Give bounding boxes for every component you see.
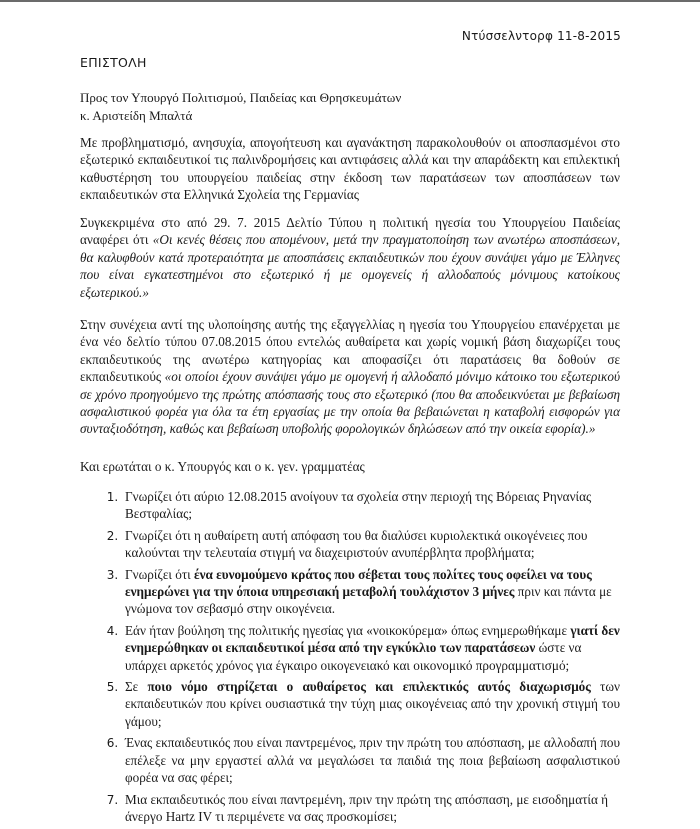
paragraph-2-quote: «Οι κενές θέσεις που απομένουν, μετά την πραγματοποίηση των ανωτέρω αποσπάσεων, θα καλυφθούν κατά προτεραιότητα με αποσπάσεις εκπαιδευτικών που έχουν συνάψει γάμο με Έλληνες που είναι εγκατεστημένοι στο εξωτερικό ή με ομογενείς ή αλλοδαπούς μόνιμους κατοίκους εξωτερικού.»	[80, 232, 620, 300]
question-text: Ένας εκπαιδευτικός που είναι παντρεμένος, πριν την πρώτη του απόσπαση, με αλλοδαπή που επέλεξε να μην εργαστεί αλλά να μεγαλώσει τα παιδιά της ποια βεβαίωση ασφαλιστικού φορέα να σας φέρει;	[125, 735, 620, 786]
letter-title: ΕΠΙΣΤΟΛΗ	[80, 55, 147, 70]
question-text: Εάν ήταν βούληση της πολιτικής ηγεσίας για «νοικοκύρεμα» όπως ενημερωθήκαμε	[125, 622, 571, 638]
question-text: Σε	[125, 679, 148, 695]
question-emphasis: γιατί δεν ενημερώθηκαν οι εκπαιδευτικοί μέσα από την εγκύκλιο των παρατάσεων	[125, 622, 620, 656]
question-item	[122, 791, 620, 826]
question-item	[122, 527, 620, 562]
paragraph-2	[80, 214, 620, 301]
question-text: Γνωρίζει ότι	[125, 566, 194, 582]
question-emphasis: ποιο νόμο στηρίζεται ο αυθαίρετος και επιλεκτικός αυτός διαχωρισμός	[147, 679, 591, 695]
question-emphasis: ένα ευνομούμενο κράτος που σέβεται τους πολίτες τους οφείλει να τους ενημερώνει για την όποια υπηρεσιακή μεταβολή τουλάχιστον 3 μήνες	[125, 566, 592, 600]
question-item	[122, 734, 620, 786]
questions-intro: Και ερωτάται ο κ. Υπουργός και ο κ. γεν. γραμματέας	[80, 459, 365, 474]
question-text: πριν και πάντα με γνώμονα τον σεβασμό στην οικογένεια.	[125, 584, 612, 617]
paragraph-3-quote: «οι οποίοι έχουν συνάψει γάμο με ομογενή ή αλλοδαπό μόνιμο κάτοικο του εξωτερικού σε χρόνο προηγούμενο της πρώτης απόσπασής τους στο εξωτερικό (που θα αποδεικνύεται με βεβαίωση ασφαλιστικού φορέα για όλα τα έτη εργασίας με την οποία θα βεβαιώνεται η καταβολή εισφορών για συνταξιοδότηση, καθώς και βεβαίωση υποβολής φορολογικών δηλώσεων από την οικεία εφορία).»	[80, 369, 620, 437]
question-text: των εκπαιδευτικών που κρίνει ουσιαστικά την τύχη μιας οικογένειας από την χρονική στιγμή του γάμου;	[125, 679, 621, 729]
paragraph-1: Με προβληματισμό, ανησυχία, απογοήτευση και αγανάκτηση παρακολουθούν οι αποσπασμένοι στο εξωτερικό εκπαιδευτικοί τις παλινδρομήσεις και αντιφάσεις αλλά και την απαράδεκτη και επιλεκτική καθυστέρηση του υπουργείου παιδείας στην έκδοση των παρατάσεων των αποσπάσεων των εκπαιδευτικών στα Ελληνικά Σχολεία της Γερμανίας	[80, 135, 620, 203]
question-item	[122, 566, 620, 618]
recipient-line-2: κ. Αριστείδη Μπαλτά	[80, 108, 193, 123]
question-item	[122, 678, 620, 730]
question-item	[122, 622, 620, 674]
question-item	[122, 488, 620, 523]
questions-list	[80, 488, 620, 829]
question-text: Μια εκπαιδευτικός που είναι παντρεμένη, πριν την πρώτη της απόσπαση, με εισοδηματία ή άνεργο Hartz IV τι περιμένετε να σας προσκομίσει;	[125, 791, 609, 824]
recipient-line-1: Προς τον Υπουργό Πολιτισμού, Παιδείας και Θρησκευμάτων	[80, 90, 402, 105]
question-text: ώστε να υπάρχει αρκετός χρόνος για έγκαιρο οικογενειακό και οικονομικό προγραμματισμό;	[125, 640, 582, 673]
recipient-block	[80, 89, 401, 125]
paragraph-3	[80, 316, 620, 438]
paragraph-2-text: Συγκεκριμένα στο από 29. 7. 2015 Δελτίο Τύπου η πολιτική ηγεσία του Υπουργείου Παιδείας αναφέρει ότι	[80, 215, 620, 248]
place-date: Ντύσσελντορφ 11-8-2015	[461, 29, 621, 43]
question-text: Γνωρίζει ότι αύριο 12.08.2015 ανοίγουν τα σχολεία στην περιοχή της Βόρειας Ρηνανίας Βεστφαλίας;	[125, 489, 592, 522]
question-text: Γνωρίζει ότι η αυθαίρετη αυτή απόφαση του θα διαλύσει κυριολεκτικά οικογένειες που καλούνται την τελευταία στιγμή να διαχειριστούν ανυπέρβλητα προβλήματα;	[125, 527, 588, 561]
paragraph-3-text: Στην συνέχεια αντί της υλοποίησης αυτής της εξαγγελλίας η ηγεσία του Υπουργείου επανέρχεται με ένα νέο δελτίο τύπου 07.08.2015 όπου εντελώς αυθαίρετα και χωρίς νομική βάση διαχωρίζει τους εκπαιδευτικούς της ανωτέρω κατηγορίας και αποφασίζει ότι παρατάσεις θα δοθούν σε εκπαιδευτικούς	[80, 317, 620, 385]
